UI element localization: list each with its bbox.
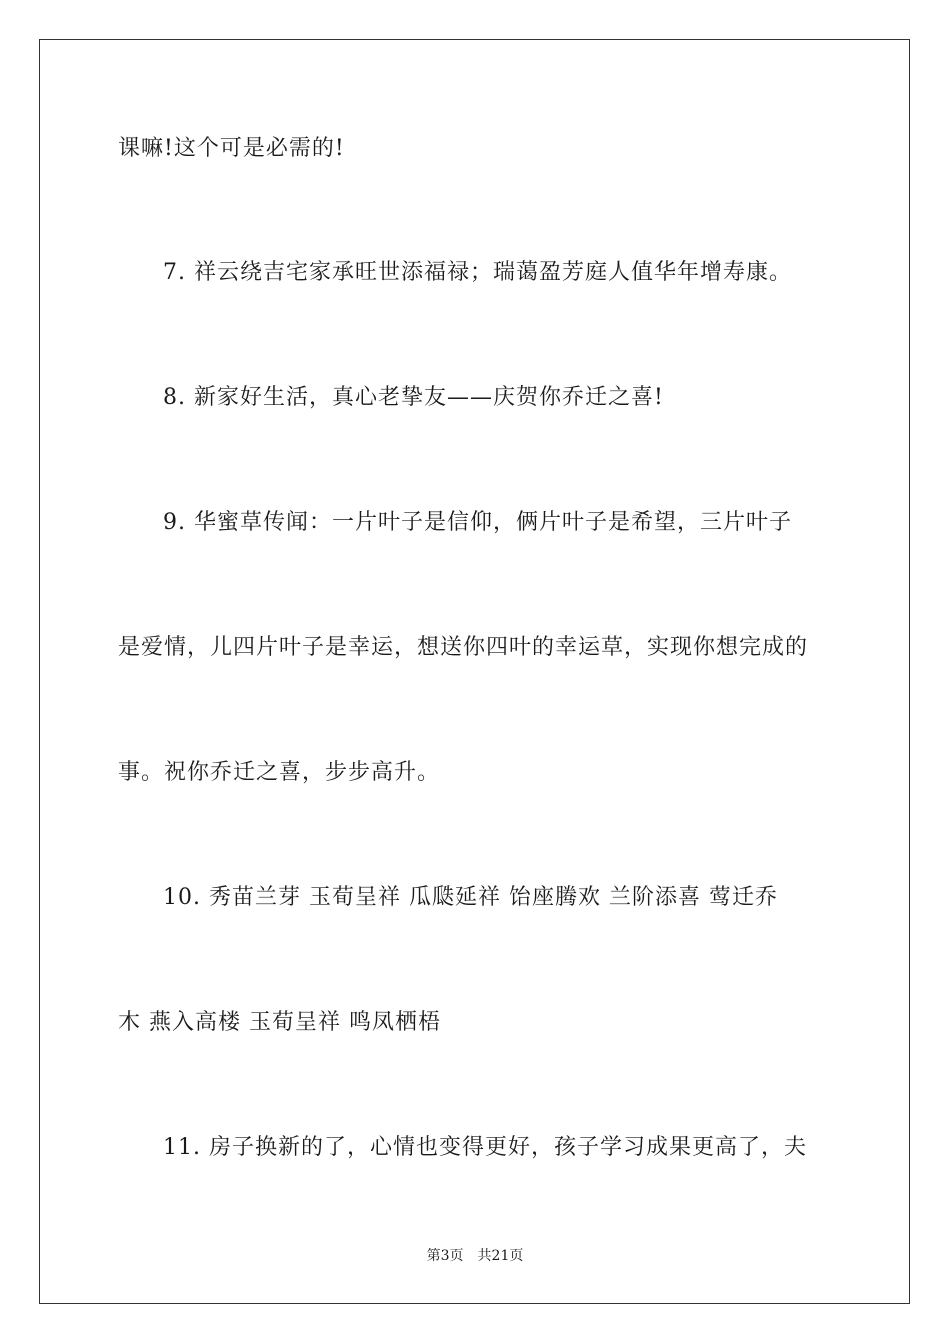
text-line-item-9-cont-2: 事。祝你乔迁之喜，步步高升。	[118, 760, 441, 785]
page-border	[39, 39, 910, 1304]
text-line-item-11: 11. 房子换新的了，心情也变得更好，孩子学习成果更高了，夫	[163, 1135, 807, 1160]
text-line-1: 课嘛!这个可是必需的!	[118, 136, 345, 161]
text-line-item-9: 9. 华蜜草传闻：一片叶子是信仰，俩片叶子是希望，三片叶子	[163, 510, 792, 535]
text-line-item-8: 8. 新家好生活，真心老挚友——庆贺你乔迁之喜!	[163, 385, 664, 410]
text-line-item-9-cont-1: 是爱情，儿四片叶子是幸运，想送你四叶的幸运草，实现你想完成的	[118, 635, 809, 660]
page-footer	[0, 1246, 950, 1266]
text-line-item-10: 10. 秀苗兰芽 玉荀呈祥 瓜瓞延祥 饴座腾欢 兰阶添喜 莺迁乔	[163, 885, 778, 910]
text-line-item-10-cont: 木 燕入高楼 玉荀呈祥 鸣凤栖梧	[118, 1010, 441, 1035]
page-number: 第3页	[426, 1248, 464, 1264]
page-total: 共21页	[477, 1248, 524, 1264]
text-line-item-7: 7. 祥云绕吉宅家承旺世添福禄；瑞蔼盈芳庭人值华年增寿康。	[163, 260, 792, 285]
